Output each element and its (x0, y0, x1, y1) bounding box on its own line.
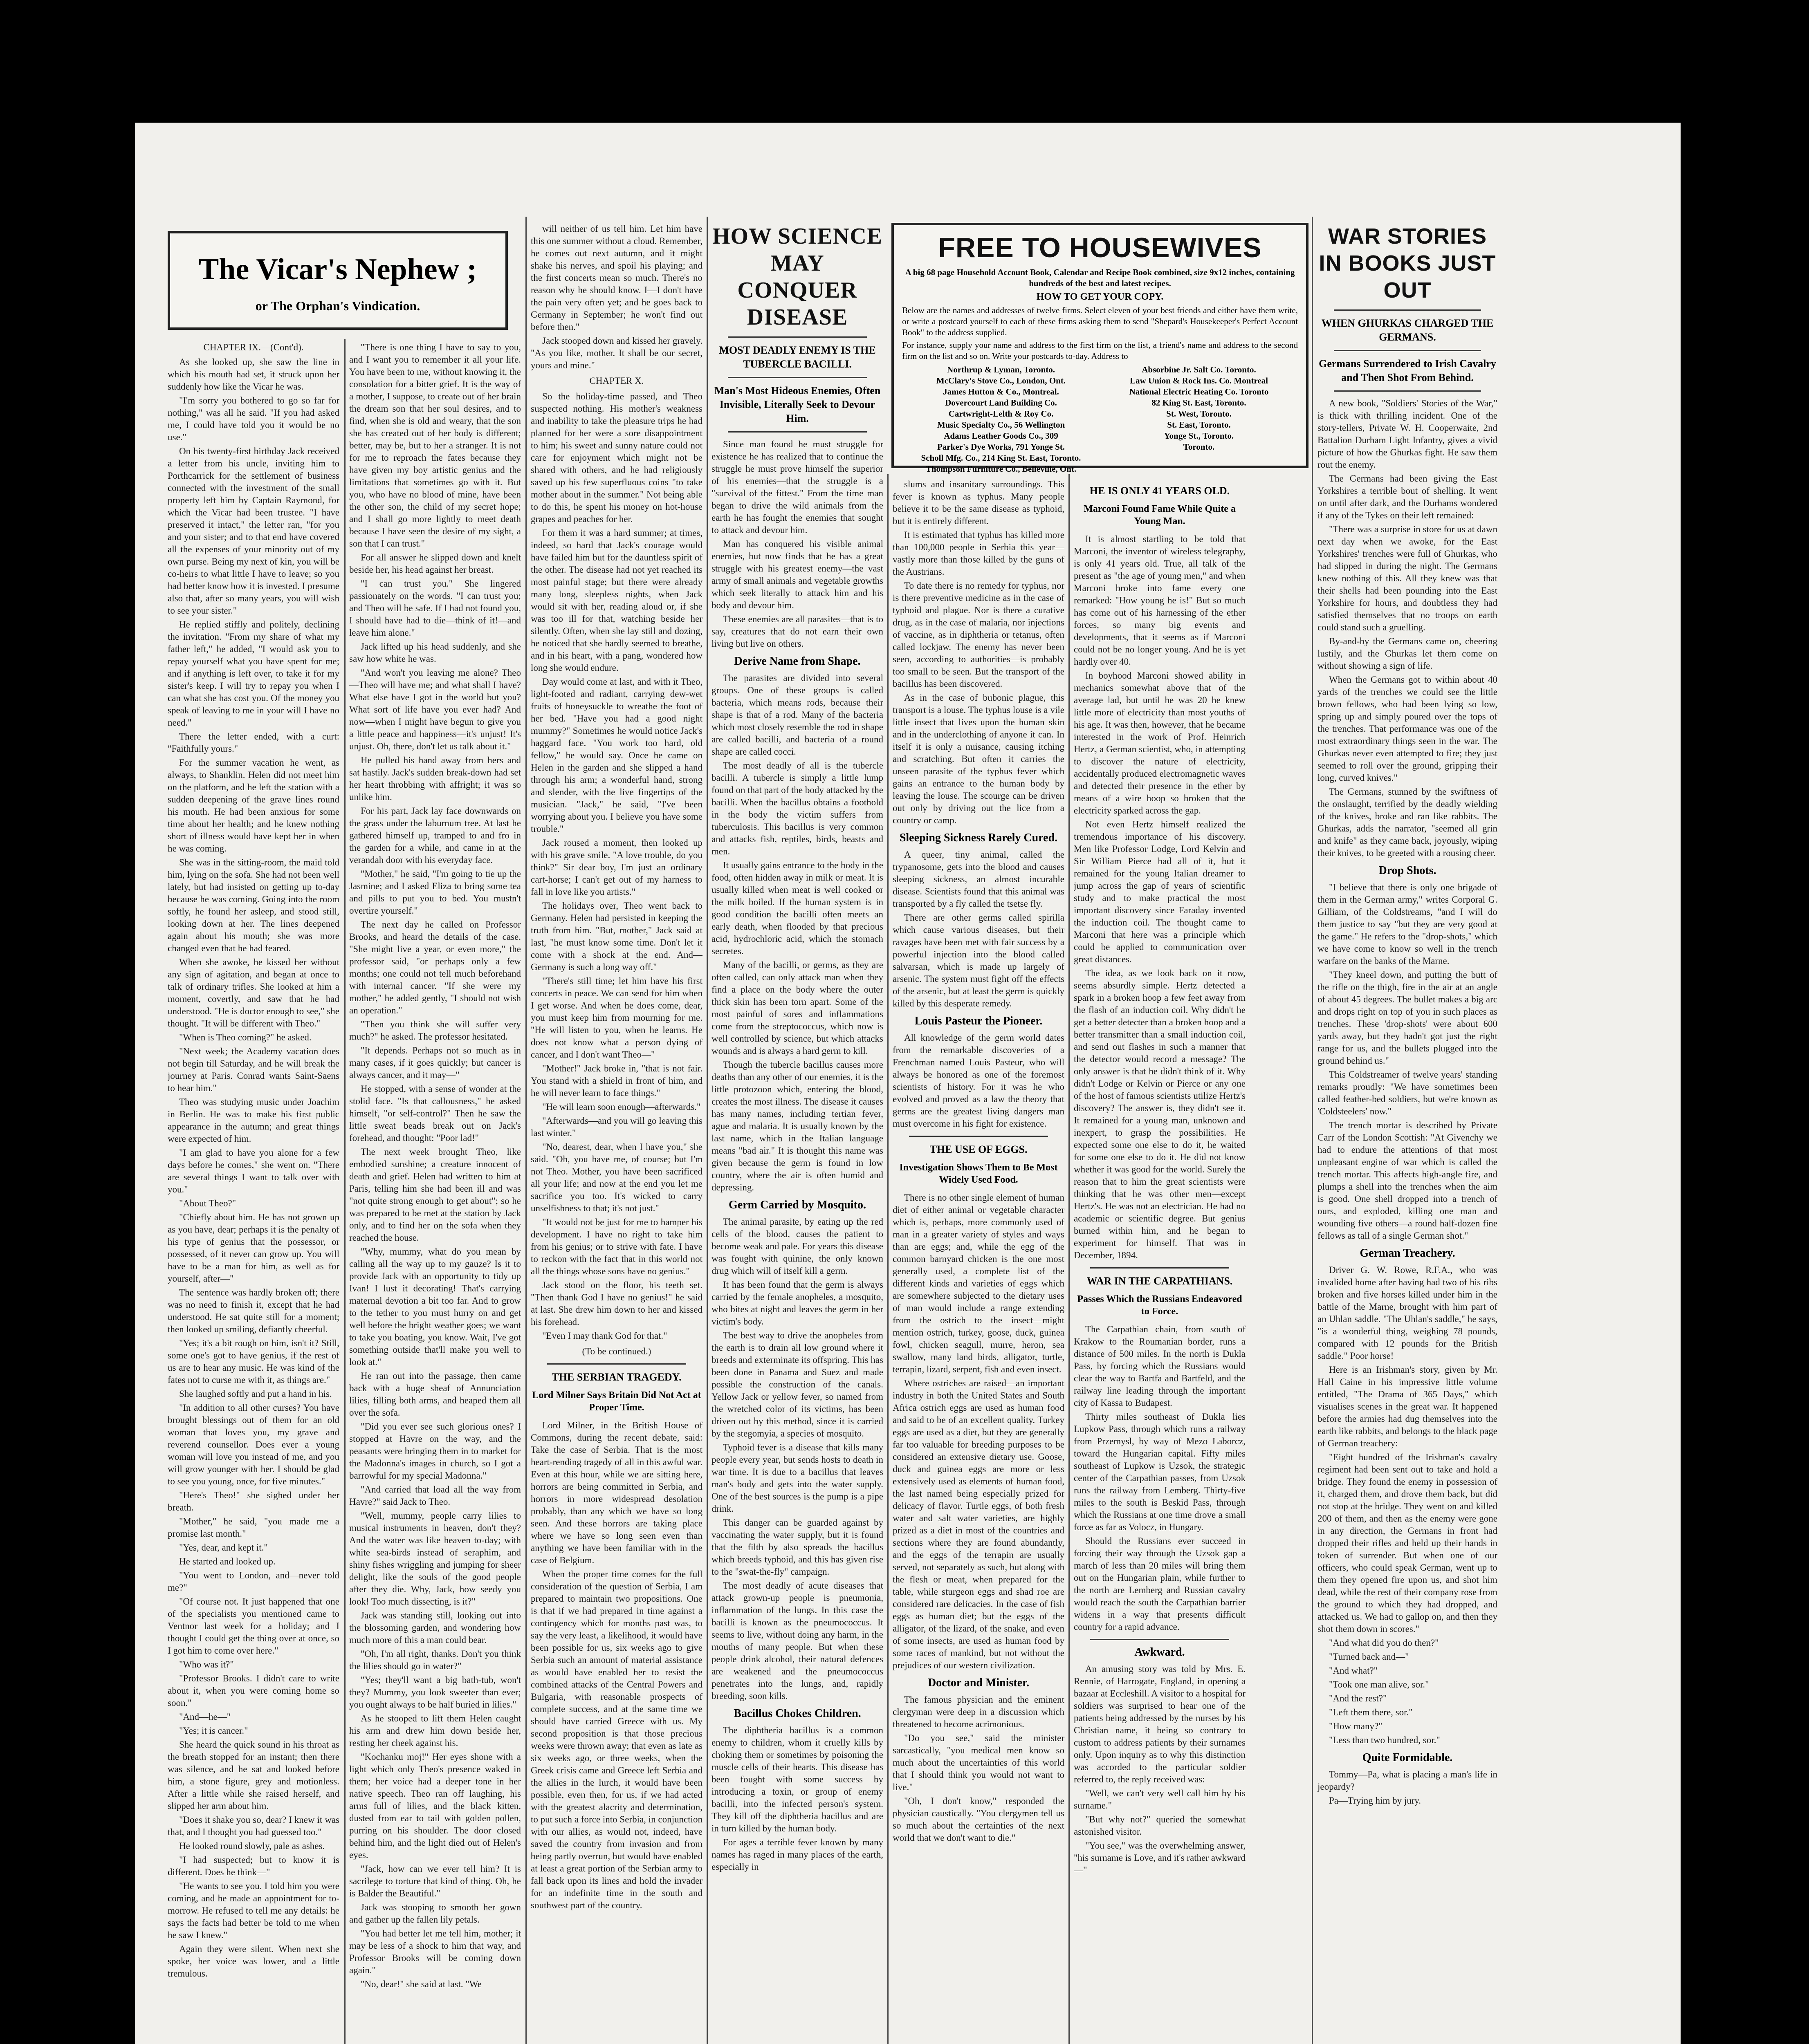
war-deck-1: WHEN GHURKAS CHARGED THE GERMANS. (1321, 317, 1494, 343)
paragraph: Tommy—Pa, what is placing a man's life in jeopardy? (1317, 1769, 1497, 1792)
section-rule (1334, 350, 1481, 351)
paragraph: Again they were silent. When next she spoke, her voice was lower, and a little tremulous. (168, 1944, 339, 1979)
ad-firm-line: Parker's Dye Works, 791 Yonge St. (937, 442, 1065, 452)
column-6 (1074, 478, 1246, 2044)
divider-1 (344, 339, 346, 2044)
science-paras-c (711, 1216, 883, 1702)
paragraph: "Yes, dear, and kept it." (179, 1542, 268, 1553)
paragraph: "Professor Brooks. I didn't care to write about it, when you were coming home so soon." (168, 1673, 339, 1708)
ad-firm-line: McClary's Stove Co., London, Ont. (936, 376, 1066, 385)
column-4 (711, 223, 883, 2044)
ad-firm-line: St. West, Toronto. (1166, 409, 1232, 419)
divider-6 (1312, 217, 1313, 2044)
paragraph: He replied stiffly and politely, declining the invitation. "From my share of what my father left," he added, "I would ask you to repay yourself what you have spent for me; and if anything is left over, to take it for my sister's keep. I will try to repay you when I can what she has cost you. Of the money you speak of leaving to me in your will I have no need." (168, 619, 339, 728)
paragraph: An amusing story was told by Mrs. E. Rennie, of Harrogate, England, in opening a bazaar at Eccleshill. A visitor to a hospital for soldiers was surprised to hear one of the patients being addressed by the nurses by his Christian name, it being so contrary to custom to address patients by their surnames only. Upon inquiry as to why this distinction was accorded to the particular soldier referred to, the reply received was: (1074, 1664, 1246, 1784)
ad-firms-right (1100, 364, 1298, 475)
pasteur-paras (893, 1032, 1064, 1130)
paragraph: "I'm sorry you bothered to go so far for nothing," was all he said. "If you had asked me, I could have told you it would be no use." (168, 395, 339, 442)
paragraph: "And what?" (1329, 1665, 1378, 1676)
column-5 (893, 478, 1064, 2044)
paragraph: "Kochanku moj!" Her eyes shone with a light which only Theo's presence waked in them; her voice had a deeper tone in her native speech. Theo ran off laughing, his arms full of lilies, and the black kitten, dusted from ear to tail with golden pollen, purring on his shoulder. The door closed behind him, and the light died out of Helen's eyes. (349, 1752, 521, 1860)
paragraph: "Left them there, sor." (1329, 1707, 1413, 1717)
divider-5 (1068, 474, 1070, 2044)
paragraph: "No, dear!" she said at last. "We (361, 1979, 482, 1989)
paragraph: Pa—Trying him by jury. (1329, 1795, 1421, 1806)
section-rule (728, 431, 867, 433)
paragraph: "You see," was the overwhelming answer, "his surname is Love, and it's rather awkward—" (1074, 1840, 1246, 1875)
paragraph: Since man found he must struggle for existence he has realized that to continue the struggle he must prove himself the superior of his enemies—that the struggle is a "survival of the fittest." From the time man began to drive the wild animals from the earth he has fought the enemies that sought to attack and devour him. (711, 439, 883, 535)
paragraph: Many of the bacilli, or germs, as they are often called, can only attack man when they find a place on the body where the outer thick skin has been torn apart. Some of the most painful of sores and inflammations come from the streptococcus, which now is well controlled by science, but which attacks wounds and is always a hard germ to kill. (711, 960, 883, 1056)
paragraph: Jack lifted up his head suddenly, and she saw how white he was. (349, 641, 521, 664)
paragraph: The animal parasite, by eating up the red cells of the blood, causes the patient to become weak and pale. For years this disease was fought with quinine, the only known drug which will of itself kill a germ. (711, 1217, 883, 1276)
paragraph: The Germans had been giving the East Yorkshires a terrible bout of shelling. It went on until after dark, and the Durhams wondered if any of the Tykes on their left remained: (1317, 473, 1497, 520)
paragraph: "Does it shake you so, dear? I knew it was that, and I thought you had guessed too." (168, 1815, 339, 1837)
ad-firm-line: Northrup & Lyman, Toronto. (947, 365, 1055, 374)
paragraph: "Do you see," said the minister sarcastically, "you medical men know so much about the uncertainties of this world that I should think you would not want to live." (893, 1733, 1064, 1792)
marconi-deck: Marconi Found Fame While Quite a Young Man. (1084, 504, 1236, 527)
paragraph: Theo was studying music under Joachim in Berlin. He was to make his first public appearance in the autumn; and great things were expected of him. (168, 1097, 339, 1144)
paragraph: Not even Hertz himself realized the tremendous importance of his discovery. Men like Professor Lodge, Lord Kelvin and Sir William Pierce had all of it, but it remained for the young Italian dreamer to jump across the gap of years of scientific study and to make practical the most important discovery since Faraday invented the induction coil. The thought came to Marconi that here was a principle which could be applied to communication over great distances. (1074, 819, 1246, 964)
paragraph: "Took one man alive, sor." (1329, 1679, 1429, 1690)
paragraph: For ages a terrible fever known by many names has raged in many places of the earth, especially in (711, 1837, 883, 1872)
subhead-german-treachery: German Treachery. (1360, 1247, 1455, 1260)
paragraph: The best way to drive the anopheles from the earth is to drain all low ground where it breeds and exterminate its offspring. This has been done in Panama and Suez and made possible the construction of the canals. Yellow Jack or yellow fever, so named from the wretched color of its victims, has been driven out by this method, since it is carried by the stegomyia, a species of mosquito. (711, 1330, 883, 1439)
paragraph: As in the case of bubonic plague, this transport is a louse. The typhus louse is a vile little insect that lives upon the human skin and in the underclothing of anyone it can. In itself it is only a nuisance, causing itching and scratching. But often it carries the unseen parasite of the typhus fever which gains an entrance to the human body by leaving the louse. The scourge can be driven out only by driving out the lice from a country or camp. (893, 693, 1064, 825)
paragraph: Typhoid fever is a disease that kills many people every year, but sends hosts to death in war time. It is due to a bacillus that leaves man's body and gets into the water supply. One of the best sources is the pump is a pipe drink. (711, 1442, 883, 1514)
treachery-paras (1317, 1264, 1497, 1746)
paragraph: To date there is no remedy for typhus, nor is there preventive medicine as in the case of typhoid and plague. Nor is there a curative drug, as in the case of malaria, nor injections of vaccine, as in diphtheria or tetanus, often called lockjaw. The enemy has never been seen, according to authorities—is probably too small to be seen. But the transport of the bacillus has been discovered. (893, 580, 1064, 689)
paragraph: "Then you think she will suffer very much?" he asked. The professor hesitated. (349, 1019, 521, 1042)
paragraph: "Who was it?" (179, 1659, 234, 1670)
serial-col1-paras (168, 356, 339, 1980)
paragraph: Jack stooped down and kissed her gravely. "As you like, mother. It shall be our secret, yours and mine." (531, 336, 703, 370)
paragraph: "Yes; it is cancer." (179, 1726, 248, 1736)
subhead-drop-shots: Drop Shots. (1378, 864, 1436, 877)
ad-example: For instance, supply your name and address to the first firm on the list, a friend's name and address to the second firm on the list and so on. Write your postcards to-day. Address to (902, 340, 1298, 361)
paragraph: will neither of us tell him. Let him have this one summer without a cloud. Remember, he comes out next autumn, and it might shake his nerves, and spoil his playing; and the first concerts mean so much. There's no reason why he should know. I—I don't have the pain very often yet; and he goes back to Germany in September; he won't find out before then." (531, 224, 703, 332)
ad-firm-line: Thompson Furniture Co., Belleville, Ont. (925, 464, 1077, 474)
paragraph: He stopped, with a sense of wonder at the stolid face. "Is that callousness," he asked himself, "or self-control?" Then he saw the little sweat beads break out on Jack's forehead, and thought: "Poor lad!" (349, 1084, 521, 1143)
paragraph: "About Theo?" (179, 1198, 236, 1208)
ad-firms-left (902, 364, 1100, 475)
divider-2 (525, 217, 527, 2044)
paragraph: This danger can be guarded against by vaccinating the water supply, but it is found that the filth by also spreads the bacillus which breeds typhoid, and this has given rise to the "swat-the-fly" campaign. (711, 1517, 883, 1577)
paragraph: It is estimated that typhus has killed more than 100,000 people in Serbia this year—vastly more than those killed by the guns of the Austrians. (893, 530, 1064, 577)
ad-title: FREE TO HOUSEWIVES (938, 232, 1262, 263)
ad-firm-line: 82 King St. East, Toronto. (1151, 398, 1246, 408)
science-subhead-shape: Derive Name from Shape. (734, 655, 861, 668)
paragraph: A queer, tiny animal, called the trypanosome, gets into the blood and causes sleeping sickness, an almost incurable disease. Scientists found that this animal was transported by a fly called the tsetse fly. (893, 849, 1064, 909)
war-paras (1317, 397, 1497, 859)
paragraph: "Mother!" Jack broke in, "that is not fair. You stand with a shield in front of him, and he will never learn to face things." (531, 1063, 703, 1098)
serbian-paras (531, 1419, 703, 1912)
column-3 (531, 223, 703, 2044)
serial-chapter-heading: CHAPTER IX.—(Cont'd). (203, 342, 304, 352)
paragraph: All knowledge of the germ world dates from the remarkable discoveries of a Frenchman named Louis Pasteur, who will always be honored as one of the foremost scientists of history. For it was he who evolved and proved as a law the theory that germs are the greatest living dangers man must overcome in his fight for existence. (893, 1033, 1064, 1129)
serial-col2-paras (349, 341, 521, 1990)
paragraph: When the Germans got to within about 40 yards of the trenches we could see the little brown fellows, who had been lying so low, spring up and simply poured over the tops of the trenches. That performance was one of the most extraordinary things seen in the war. The Ghurkas never even attempted to fire; they just seemed to roll over the ground, gripping their long, curved knives." (1317, 675, 1497, 783)
science-headline: HOW SCIENCE MAY CONQUER DISEASE (712, 224, 883, 330)
science-paras-d (711, 1724, 883, 1873)
ad-firm-line: St. East, Toronto. (1167, 420, 1231, 430)
paragraph: The diphtheria bacillus is a common enemy to children, whom it cruelly kills by choking them or sometimes by poisoning the muscle cells of their hearts. This disease has been fought with some success by introducing a toxin, or group of enemy bacilli, into the infected person's system. They kill off the diphtheria bacillus and are in turn killed by the human body. (711, 1725, 883, 1833)
paragraph: "How many?" (1329, 1721, 1383, 1731)
paragraph: The next day he called on Professor Brooks, and heard the details of the case. "She might live a year, or even more," the professor said, "or perhaps only a few months; one could not tell much beforehand with internal cancer. "If she were my mother," he added gently, "I should not wish an operation." (349, 919, 521, 1015)
paragraph: Jack was standing still, looking out into the blossoming garden, and wondering how much more of this a man could bear. (349, 1610, 521, 1645)
paragraph: "And—he—" (179, 1712, 231, 1722)
section-rule (728, 336, 867, 338)
marconi-headline: HE IS ONLY 41 YEARS OLD. (1089, 485, 1230, 497)
paragraph: The Carpathian chain, from south of Krakow to the Roumanian border, runs a distance of 500 miles. In the north is Dukla Pass, by forcing which the Russians would clear the way to Bartfa and Bartfeld, and the railway line leading through the important city of Kassa to Budapest. (1074, 1324, 1246, 1408)
section-rule (1090, 1639, 1229, 1640)
paragraph: "Of course not. It just happened that one of the specialists you mentioned came to Ventnor last week for a holiday; and I thought I could get the thing over at once, so I got him to come over here." (168, 1596, 339, 1656)
paragraph: "Did you ever see such glorious ones? I stopped at Havre on the way, and the peasants were bringing them in to market for the Madonna's images in church, so I got a barrowful for my special Madonna." (349, 1421, 521, 1481)
paragraph: A new book, "Soldiers' Stories of the War," is thick with thrilling incident. One of the story-tellers, Private W. H. Cooperwaite, 2nd Battalion Durham Light Infantry, gives a vivid picture of how the Ghurkas fight. He saw them rout the enemy. (1317, 398, 1497, 470)
paragraph: In boyhood Marconi showed ability in mechanics somewhat above that of the average lad, but until he was 20 he knew little more of electricity than most youths of his age. It was then, however, that he became interested in the work of Prof. Heinrich Hertz, a German scientist, who, in attempting to discover the nature of electricity, accidentally produced electromagnetic waves and detected their presence in the ether by means of a wire hoop so broken that the electricity sparked across the gap. (1074, 670, 1246, 816)
paragraph: "But why not?" queried the somewhat astonished visitor. (1074, 1814, 1246, 1837)
formidable-paras (1317, 1768, 1497, 1807)
paragraph: Jack was stooping to smooth her gown and gather up the fallen lily petals. (349, 1902, 521, 1925)
paragraph: For them it was a hard summer; at times, indeed, so hard that Jack's courage would have failed him but for the dauntless spirit of the other. The disease had not yet reached its most painful stage; but there were already many long, sleepless nights, when Jack would sit with her, reading aloud or, if she was too ill for that, watching beside her silently. Often, when she lay still and dozing, he noticed that she hardly seemed to breathe, and in his heart, with a pang, wondered how long she would endure. (531, 528, 703, 673)
paragraph: He ran out into the passage, then came back with a huge sheaf of Annunciation lilies, filling both arms, and heaped them all over the sofa. (349, 1371, 521, 1418)
science-subhead-children: Bacillus Chokes Children. (734, 1707, 861, 1720)
ad-firm-line: James Hutton & Co., Montreal. (943, 387, 1059, 397)
paragraph: "There's still time; let him have his first concerts in peace. We can send for him when I get worse. And when he does come, dear, you must keep him from mourning for me. "He will listen to you, when he learns. He does not know what a person dying of cancer, and I don't want Theo—" (531, 976, 703, 1060)
column-2 (349, 341, 521, 2044)
paragraph: "It depends. Perhaps not so much as in many cases, if it goes quickly; but cancer is always cancer, and it may—" (349, 1045, 521, 1080)
ad-firm-line: National Electric Heating Co. Toronto (1129, 387, 1269, 397)
paragraph: She heard the quick sound in his throat as the breath stopped for an instant; then there was silence, and he sat and looked before him, a stone figure, grey and motionless. After a little while she raised herself, and slipped her arm about him. (168, 1739, 339, 1811)
housewives-ad (891, 223, 1308, 474)
section-rule (728, 377, 867, 378)
awkward-paras (1074, 1663, 1246, 1876)
subhead-quite-formidable: Quite Formidable. (1362, 1751, 1453, 1764)
paragraph: "You had better let me tell him, mother; it may be less of a shock to him that way, and Professor Brooks will be coming down again." (349, 1928, 521, 1975)
ad-firm-line: Absorbine Jr. Salt Co. Toronto. (1142, 365, 1256, 374)
paragraph: "Yes; it's a bit rough on him, isn't it? Still, some one's got to have genius, if the rest of us are to hear any music. He was kind of the fates not to curse me with it, as things are." (168, 1338, 339, 1385)
paragraph: "And the rest?" (1329, 1693, 1387, 1703)
paragraph: So the holiday-time passed, and Theo suspected nothing. His mother's weakness and inability to take the pleasure trips he had planned for her were a sore disappointment to him; his sweet and sunny nature could not care for enjoyment which might not be shared with others, and he had religiously saved up his few superfluous coins "to take mother about in the summer." Not being able to do this, he spent his money on hot-house grapes and peaches for her. (531, 391, 703, 524)
paragraph: "Yes; they'll want a big bath-tub, won't they? Mummy, you look sweeter than ever; you ought always to be half buried in lilies." (349, 1675, 521, 1710)
subhead-pasteur: Louis Pasteur the Pioneer. (914, 1015, 1043, 1027)
serial-column-1-text (168, 341, 339, 1980)
paragraph: She was in the sitting-room, the maid told him, lying on the sofa. She had not been well lately, but had insisted on getting up to-day because he was coming. Going into the room softly, he found her asleep, and stood still, looking down at her. The lines deepened again about his mouth; she was more changed even that he had feared. (168, 857, 339, 953)
serial-subtitle: or The Orphan's Vindication. (255, 298, 420, 313)
section-rule (1090, 1267, 1229, 1269)
paragraph: "Oh, I don't know," responded the physician caustically. "You clergymen tell us so much about the certainties of the next world that we don't want to die." (893, 1796, 1064, 1843)
divider-4 (887, 474, 889, 2044)
science-subhead-mosquito: Germ Carried by Mosquito. (729, 1199, 866, 1211)
paragraph: Man has conquered his visible animal enemies, but now finds that he has a great struggle with his greatest enemy—the vast army of small animals and vegetable growths which seek literally to attack him and his body and devour him. (711, 539, 883, 610)
paragraph: "Here's Theo!" she sighed under her breath. (168, 1490, 339, 1513)
column-1 (168, 341, 339, 2044)
serial-title: The Vicar's Nephew ; (198, 253, 477, 286)
paragraph: "There was a surprise in store for us at dawn next day when we awoke, for the East Yorkshires' trenches were full of Ghurkas, who had slipped in during the night. The Germans knew nothing of this. All they knew was that their shells had been pounding into the East Yorkshire for hours, and doubtless they had satisfied themselves that no troops on earth could stand such a gruelling. (1317, 524, 1497, 632)
paragraph: When she awoke, he kissed her without any sign of agitation, and began at once to talk of ordinary trifles. She looked at him a moment, covertly, and saw that he had understood. "He is doctor enough to see," she thought. "It will be different with Theo." (168, 957, 339, 1029)
ad-firm-list (902, 364, 1298, 475)
paragraph: slums and insanitary surroundings. This fever is known as typhus. Many people believe it to be the same disease as typhoid, but it is entirely different. (893, 479, 1064, 526)
paragraph: "There is one thing I have to say to you, and I want you to remember it all your life. You have been to me, without knowing it, the consolation for a bitter grief. It is the way of a mother, I suppose, to create out of her brain the dream son that her soul desires, and to find, when she is old and weary, that the son she has created out of her body is different; better, may be, but to her a stranger. It is not for me to reproach the fates because they have given my boy artistic genius and the limitations that sometimes go with it. But you, who have no blood of mine, have been the other son, the child of my secret hope; and I shall go more lightly to meet death because I have seen the desire of my sight, a son that I can trust." (349, 342, 521, 549)
paragraph: Day would come at last, and with it Theo, light-footed and radiant, carrying dew-wet fruits of honeysuckle to wreathe the foot of her bed. "Have you had a good night mummy?" Sometimes he would notice Jack's haggard face. "You work too hard, old fellow," he would say. Once he came on Helen in the garden and she slipped a hand through his arm; a wonderful hand, strong and slender, with the live fingertips of the musician. "Jack," he said, "I've been worrying about you. I believe you have some trouble." (531, 677, 703, 834)
ad-intro: A big 68 page Household Account Book, Calendar and Recipe Book combined, size 9x12 inches, containing hundreds of the best and latest recipes. (905, 267, 1295, 288)
paragraph: This Coldstreamer of twelve years' standing remarks proudly: "We have sometimes been called feather-bed soldiers, but we're known as 'Coldsteelers' now." (1317, 1069, 1497, 1116)
paragraph: There is no other single element of human diet of either animal or vegetable character which is, perhaps, more commonly used of man in a greater variety of styles and ways than are eggs; and, while the egg of the common barnyard chicken is the one most generally used, a complete list of the different kinds and varieties of eggs which are somewhere subjected to the dietary uses of man would include a range extending from the ostrich to the insect—might mention ostrich, turkey, goose, duck, guinea fowl, chicken seagull, murre, heron, sea swallow, many land birds, alligator, turtle, terrapin, lizard, serpent, fish and even insect. (893, 1192, 1064, 1374)
paragraph: The holidays over, Theo went back to Germany. Helen had persisted in keeping the truth from him. "But, mother," Jack said at last, "he must know some time. Don't let it come with a shock at the end. And—Germany is such a long way off." (531, 901, 703, 972)
science-paras-b (711, 672, 883, 1194)
paragraph: The sentence was hardly broken off; there was no need to finish it, except that he had understood. He sat quite still for a moment; then looked up smiling, defiantly cheerful. (168, 1287, 339, 1334)
paragraph: The famous physician and the eminent clergyman were deep in a discussion which threatened to become acrimonious. (893, 1694, 1064, 1729)
awkward-headline: Awkward. (1134, 1646, 1185, 1659)
paragraph: "He wants to see you. I told him you were coming, and he made an appointment for to-morrow. He refused to tell me any details: he says the facts had better be told to me when he saw I knew." (168, 1881, 339, 1940)
section-rule (547, 1363, 686, 1365)
paragraph: "I believe that there is only one brigade of them in the German army," writes Corporal G. Gilliam, of the Coldstreams, "and I will do them justice to say "but they are very good at the game." He refers to the "drop-shots," which we have come to know so well in the trench warfare on the banks of the Marne. (1317, 882, 1497, 966)
paragraph: It is almost startling to be told that Marconi, the inventor of wireless telegraphy, is only 41 years old. True, all talk of the present as "the age of young men," and when Marconi broke into fame every one remarked: "How young he is!" But so much has come out of his harnessing of the ether forces, so many big events and developments, that it seems as if Marconi could not be no longer young. And he is yet hardly over 40. (1074, 534, 1246, 667)
section-rule (1334, 309, 1481, 311)
paragraph: "And carried that load all the way from Havre?" said Jack to Theo. (349, 1484, 521, 1507)
section-rule (1334, 390, 1481, 392)
serial-chapter-x-heading: CHAPTER X. (589, 376, 644, 386)
paragraph: For his part, Jack lay face downwards on the grass under the laburnum tree. At last he gathered himself up, tramped to and fro in the garden for a while, and came in at the verandah door with his everyday face. (349, 806, 521, 865)
paragraph: The parasites are divided into several groups. One of these groups is called bacteria, which means rods, because their shape is that of a rod. Many of the bacteria which most closely resemble the rod in shape are called bacilli, and bacteria of a round shape are called cocci. (711, 673, 883, 757)
paragraph: "They kneel down, and putting the butt of the rifle on the thigh, fire in the air at an angle of about 45 degrees. The bullet makes a big arc and drops right on top of you in such places as trenches. These 'drop-shots' were about 600 yards away, but they hadn't got just the right range for us, and the bullets plugged into the ground behind us." (1317, 970, 1497, 1066)
paragraph: "It would not be just for me to hamper his development. I have no right to take him from his genius; or to strive with fate. I have to reckon with the fact that in this world not all the things whose sons have no genius." (531, 1217, 703, 1276)
ad-firm-line: Yonge St., Toronto. (1164, 431, 1234, 441)
paragraph: "And what did you do then?" (1329, 1638, 1439, 1648)
paragraph: Though the tubercle bacillus causes more deaths than any other of our enemies, it is the little protozoon which, entering the blood, creates the most illness. The disease it causes has many names, including tertian fever, ague and malaria. It is usually known by the last name, which in the Italian language means "bad air." It is thought this name was given because the germ is found in low country, where the air is often humid and depressing. (711, 1060, 883, 1192)
science-paras-a (711, 438, 883, 650)
serbian-headline: THE SERBIAN TRAGEDY. (552, 1371, 682, 1383)
paragraph: On his twenty-first birthday Jack received a letter from his uncle, inviting him to Porthcarrick for the settlement of business connected with the investment of the small property left him by Captain Raymond, for which the Vicar had been trustee. "I have preserved it intact," the letter ran, "for you and your sister; and to that end have covered all the expenses of your minority out of my own purse. Being my next of kin, you will be co-heirs to what little I have to leave; so you had better know how it is invested. I presume also that, after so many years, you will wish to see your sister." (168, 446, 339, 616)
ad-firm-line: Law Union & Rock Ins. Co. Montreal (1130, 376, 1268, 385)
paragraph: She laughed softly and put a hand in his. (179, 1389, 332, 1399)
paragraph: By-and-by the Germans came on, cheering lustily, and the Ghurkas let them come on without showing a sign of life. (1317, 636, 1497, 671)
section-rule (909, 1136, 1048, 1137)
paragraph: The most deadly of all is the tubercle bacilli. A tubercle is simply a little lump found on that part of the body attacked by the bacilli. When the bacillus obtains a foothold in the body the victim suffers from tuberculosis. This bacillus is very common and attacks fish, reptiles, birds, beasts and men. (711, 760, 883, 856)
paragraph: As he stooped to lift them Helen caught his arm and drew him down beside her, resting her cheek against his. (349, 1713, 521, 1748)
paragraph: Should the Russians ever succeed in forcing their way through the Uzsok gap a march of less than 20 miles will bring them out on the Hungarian plain, while further to the north are Lemberg and Russian cavalry would reach the south the Carpathian barrier widens in a way that presents difficult country for a rapid advance. (1074, 1536, 1246, 1632)
paragraph: "Why, mummy, what do you mean by calling all the way up to my gauze? Is it to provide Jack with an opportunity to tidy up Ivan! I lust it decorating! That's carrying maternal devotion a bit too far. And to grow to the tether to you must hurry on and get well before the bright weather goes; we want to take you boating, you know. Wait, I've got something outside that'll make you well to look at." (349, 1246, 521, 1367)
paragraph: Here is an Irishman's story, given by Mr. Hall Caine in his impressive little volume entitled, "The Drama of 365 Days," which visualises scenes in the great war. It happened before the armies had dug themselves into the earth like rabbits, and belongs to the black page of German treachery: (1317, 1365, 1497, 1448)
ad-firm-line: Cartwright-Lelth & Roy Co. (948, 409, 1054, 419)
eggs-deck: Investigation Shows Them to Be Most Widely Used Food. (899, 1162, 1058, 1185)
ad-firm-line: Dovercourt Land Building Co. (945, 398, 1057, 408)
paragraph: "Oh, I'm all right, thanks. Don't you think the lilies should go in water?" (349, 1649, 521, 1671)
marconi-paras (1074, 533, 1246, 1262)
column-7 (1317, 223, 1497, 2044)
subhead-sleeping-sickness: Sleeping Sickness Rarely Cured. (899, 831, 1058, 844)
paragraph: "Less than two hundred, sor." (1329, 1735, 1440, 1745)
newspaper-page (135, 123, 1681, 2044)
serbian-deck: Lord Milner Says Britain Did Not Act at Proper Time. (532, 1390, 701, 1413)
paragraph: The idea, as we look back on it now, seems absurdly simple. Hertz detected a spark in a broken hoop a few feet away from the flash of an induction coil. Why didn't he get a better detecter than a broken hoop and a better transmitter than a small induction coil, and send out flashes in such a manner that the detector would record a message? The only answer is that he didn't think of it. Why didn't Lodge or Kelvin or Pierce or any one of the host of famous scientists utilize Hertz's discovery? The answer is, they didn't see it. It remained for a young man, unknown and inexpert, to grasp the possibilities. He expected some one else to do it, he waited for some one else to do it. He did not know whether it was good for the world. Surely the reason that to him the great scientists were thinking that he was other men—except Hertz's. He was not an electrician. He had no academic or scientific degree. But genius burned within him, and he began to experiment for himself. That was in December, 1894. (1074, 968, 1246, 1260)
paragraph: "Chiefly about him. He has not grown up as you have, dear; perhaps it is the penalty of his type of genius that the possessor, or possessed, of it never can grow up. You will have to be a man for him, as well as for yourself, after—" (168, 1212, 339, 1284)
ad-firm-line: Scholl Mfg. Co., 214 King St. East, Toronto. (921, 453, 1081, 463)
paragraph: For the summer vacation he went, as always, to Shanklin. Helen did not meet him on the platform, and he left the station with a sudden deepening of the grave lines round his mouth. He had been anxious for some time about her health; and he knew nothing short of illness would have kept her in when he was coming. (168, 758, 339, 854)
drop-shots-paras (1317, 881, 1497, 1242)
paragraph: "I can trust you." She lingered passionately on the words. "I can trust you; and Theo will be safe. If I had not found you, I should have had to die—think of it!—and leave him alone." (349, 578, 521, 638)
paragraph: He looked round slowly, pale as ashes. (179, 1841, 325, 1851)
paragraph: Where ostriches are raised—an important industry in both the United States and South Africa ostrich eggs are used as human food and said to be of an excellent quality. Turkey eggs are used as a diet, but they are generally far too valuable for breeding purposes to be considered an extensive dietary use. Goose, duck and guinea eggs are more or less extensively used as elements of human food, the last named being especially prized for delicacy of flavor. Turtle eggs, of both fresh water and salt water varieties, are highly prized as a diet in most of the countries and sections where they are found abundantly, and the eggs of the terrapin are usually served, not separately as such, but along with the flesh or meat, when prepared for the table, while sturgeon eggs and shad roe are considered rare delicacies. In the case of fish eggs as human diet; but the eggs of the alligator, of the lizard, of the snake, and even of some insects, are used as human food by some races of mankind, but not without the prejudices of our western civilization. (893, 1378, 1064, 1670)
paragraph: When the proper time comes for the full consideration of the question of Serbia, I am prepared to maintain two propositions. One is that if we had prepared in time against a contingency which for months past was, to say the very least, a likelihood, it would have been possible for us, six weeks ago to give Serbia such an amount of material assistance as would have enabled her to resist the combined attacks of the Central Powers and Bulgaria, with reasonable prospects of complete success, and at the same time we should have carried Greece with us. My second proposition is that those precious weeks were thrown away; that even as late as six weeks ago, or three weeks, when the Greek crisis came and Greece left Serbia and the allies in the lurch, it would have been possible, even then, for us, if we had acted with the greatest alacrity and determination, to put such a force into Serbia, in conjunction with our allies, as would not, indeed, have saved the country from invasion and from being partly overrun, but would have enabled at least a great portion of the Serbian army to fall back upon its lines and hold the invader for an indefinite time in the south and southwest part of the country. (531, 1569, 703, 1910)
paragraph: It usually gains entrance to the body in the food, often hidden away in milk or meat. It is usually killed when meat is well cooked or the milk boiled. If the human system is in good condition the bacilli often meets an early death, when flooded by that precious acid, hydrochloric acid, which the stomach secretes. (711, 860, 883, 956)
paragraph: Jack stood on the floor, his teeth set. "Then thank God I have no genius!" he said at last. She drew him down to her and kissed his forehead. (531, 1280, 703, 1327)
paragraph: "Mother," he said, "you made me a promise last month." (168, 1516, 339, 1539)
paragraph: "Eight hundred of the Irishman's cavalry regiment had been sent out to take and hold a bridge. They found the enemy in possession of it, charged them, and drove them back, but did not stop at the bridge. They went on and killed 200 of them, and then as the enemy were gone in any direction, the Germans in front had dropped their rifles and held up their hands in token of surrender. But when one of our officers, who could speak German, went up to them they opened fire upon us, and shot him dead, while the rest of their company rose from the ground to which they had dropped, and attacked us. We had to gallop on, and then they shot them down in scores." (1317, 1452, 1497, 1634)
serial-title-box (168, 231, 508, 330)
serial-col3-paras (531, 223, 703, 1342)
paragraph: "Well, mummy, people carry lilies to musical instruments in heaven, don't they? And the water was like heaven to-day; with white sea-birds instead of seraphim, and shiny fishes wriggling and jumping for sheer delight, like the souls of the good people after they die. Why, Jack, how seedy you look! Too much dissecting, is it?" (349, 1511, 521, 1607)
carpathians-paras (1074, 1323, 1246, 1633)
doctor-paras (893, 1694, 1064, 1844)
paragraph: For all answer he slipped down and knelt beside her, his head against her breast. (349, 552, 521, 575)
paragraph: "No, dearest, dear, when I have you," she said. "Oh, you have me, of course; but I'm not Theo. Mother, you have been sacrificed all your life; and now at the end you let me sacrifice you too. It's wicked to carry unselfishness to that; it's not just." (531, 1142, 703, 1213)
paragraph: The most deadly of acute diseases that attack grown-up people is pneumonia, inflammation of the lungs. In this case the bacilli is known as the pneumococcus. It seems to live, without doing any harm, in the mouths of many people. But when these people drink alcohol, their natural defences are weakened and the pneumococcus penetrates into the lungs, and, rapidly breeding, soon kills. (711, 1580, 883, 1701)
paragraph: "I had suspected; but to know it is different. Does he think—" (168, 1855, 339, 1877)
paragraph: "When is Theo coming?" he asked. (179, 1032, 312, 1042)
paragraph: "Mother," he said, "I'm going to tie up the Jasmine; and I asked Eliza to bring some tea and pills to put you to bed. You mustn't overtire yourself." (349, 869, 521, 916)
paragraph: Driver G. W. Rowe, R.F.A., who was invalided home after having had two of his ribs broken and five horses killed under him in the battle of the Marne, brought with him part of an Uhlan saddle. "The Uhlan's saddle," he says, "is a wonderful thing, weighing 78 pounds, compared with 12 pounds for the British saddle." Poor horse! (1317, 1265, 1497, 1361)
ad-how-heading: HOW TO GET YOUR COPY. (1036, 291, 1164, 302)
war-deck-2: Germans Surrendered to Irish Cavalry and Then Shot From Behind. (1319, 358, 1496, 383)
paragraph: The next week brought Theo, like embodied sunshine; a creature innocent of death and grief. Helen had written to him at Paris, telling him she had been ill and was "not quite strong enough to get about"; so he was prepared to be met at the station by Jack only, and to find her on the sofa when they reached the house. (349, 1147, 521, 1243)
sleeping-paras (893, 849, 1064, 1010)
paragraph: There are other germs called spirilla which cause various diseases, but their ravages have been met with fair success by a powerful injection into the blood called salvarsan, which is made up largely of arsenic. The system must fight off the effects of the arsenic, but at least the germ is quickly killed by this desperate remedy. (893, 912, 1064, 1009)
carpathians-headline: WAR IN THE CARPATHIANS. (1086, 1275, 1233, 1287)
paragraph: "Even I may thank God for that." (542, 1331, 667, 1341)
paragraph: There the letter ended, with a curt: "Faithfully yours." (168, 731, 339, 754)
paragraph: Thirty miles southeast of Dukla lies Lupkow Pass, through which runs a railway from Przemysl, by way of Mezo Laborcz, toward the Hungarian capital. Fifty miles southeast of Lupkow is Uzsok, the strategic center of the Carpathian passes, from Uzsok runs the railway from Lemberg. Thirty-five miles to the south is Beskid Pass, through which the Russians at one time drove a small force as far as Volocz, in Hungary. (1074, 1412, 1246, 1532)
paragraph: "Next week; the Academy vacation does not begin till Saturday, and he will break the journey at Paris. Conrad wants Saint-Saens to hear him." (168, 1046, 339, 1093)
paragraph: "He will learn soon enough—afterwards." (542, 1102, 701, 1112)
ad-firm-line: Adams Leather Goods Co., 309 (944, 431, 1058, 441)
paragraph: "And won't you leaving me alone? Theo—Theo will have me; and what shall I have? What else have I got in the world but you? What sort of life have you ever had? And now—when I might have begun to give you a little peace and happiness—it's unjust! It's unjust. Oh, there, don't let us talk about it." (349, 668, 521, 751)
paragraph: He pulled his hand away from hers and sat hastily. Jack's sudden break-down had set her heart throbbing with affright; it was so unlike him. (349, 755, 521, 802)
paragraph: "Well, we can't very well call him by his surname." (1074, 1788, 1246, 1811)
eggs-paras (893, 1192, 1064, 1672)
paragraph: He started and looked up. (179, 1556, 276, 1567)
carpathians-deck: Passes Which the Russians Endeavored to Force. (1077, 1294, 1242, 1317)
paragraph: "Jack, how can we ever tell him? It is sacrilege to torture that kind of thing. Oh, he is Balder the Beautiful." (349, 1864, 521, 1898)
typhus-paras (893, 478, 1064, 827)
paragraph: The Germans, stunned by the swiftness of the onslaught, terrified by the deadly wielding of the knives, broke and ran like rabbits. The Ghurkas, adds the narrator, "seemed all grin and knife" as they came back, joyously, wiping their knives, to be greeted with a rousing cheer. (1317, 787, 1497, 858)
subhead-doctor: Doctor and Minister. (927, 1676, 1030, 1689)
paragraph: "I am glad to have you alone for a few days before he comes," she went on. "There are several things I want to talk over with you." (168, 1148, 339, 1195)
paragraph: As she looked up, she saw the line in which his mouth had set, it struck upon her suddenly how like the Vicar he was. (168, 357, 339, 392)
paragraph: "Turned back and—" (1329, 1652, 1409, 1662)
paragraph: Jack roused a moment, then looked up with his grave smile. "A love trouble, do you think?" Sir dear boy, I'm just an ordinary cart-horse; I can't get out of my harness to fall in love like you artists." (531, 838, 703, 897)
paragraph: It has been found that the germ is always carried by the female anopheles, a mosquito, who bites at night and leaves the germ in her victim's body. (711, 1280, 883, 1327)
science-deck-2: Man's Most Hideous Enemies, Often Invisible, Literally Seek to Devour Him. (714, 385, 881, 424)
war-headline: WAR STORIES IN BOOKS JUST OUT (1319, 224, 1496, 303)
ad-firm-line: Toronto. (1183, 442, 1215, 452)
science-deck-1: MOST DEADLY ENEMY IS THE TUBERCLE BACILLI. (719, 344, 876, 370)
paragraph: Lord Milner, in the British House of Commons, during the recent debate, said: Take the case of Serbia. That is the most heart-rending tragedy of all in this awful war. Even at this hour, while we are sitting here, horrors are being committed in Serbia, and horrors in more widespread desolation probably, than any which we have so long seen. And these horrors are taking place where we have so long seen even than anything we have been familiar with in the case of Belgium. (531, 1420, 703, 1565)
ad-firm-line: Music Specialty Co., 56 Wellington (937, 420, 1065, 430)
serial-continued: (To be continued.) (582, 1346, 651, 1356)
eggs-headline: THE USE OF EGGS. (929, 1143, 1028, 1155)
paragraph: The trench mortar is described by Private Carr of the London Scottish: "At Givenchy we had to endure the attentions of that most unpleasant engine of war which is called the trench mortar. This affects high-angle fire, and plumps a shell into the trenches when the aim is good. One shell dropped into a trench of ours, and exploded, killing one man and wounding five others—a round half-dozen fine fellows as tall of a single German shot." (1317, 1120, 1497, 1241)
paragraph: "In addition to all other curses? You have brought blessings out of them for an old woman that loves you, my grave and reverend counsellor. Does ever a young woman will love you instead of me, and you will grow younger with her. I should be glad to see you young, once, for five minutes." (168, 1403, 339, 1486)
paragraph: "You went to London, and—never told me?" (168, 1570, 339, 1593)
divider-3 (707, 217, 708, 2044)
paragraph: "Afterwards—and you will go leaving this last winter." (531, 1116, 703, 1138)
paragraph: These enemies are all parasites—that is to say, creatures that do not earn their own living but live on others. (711, 614, 883, 649)
ad-how-text: Below are the names and addresses of twelve firms. Select eleven of your best friends and either have them write, or write a postcard yourself to each of these firms asking them to send "Shepard's Housekeeper's Perfect Account Book" to the address supplied. (902, 305, 1298, 337)
